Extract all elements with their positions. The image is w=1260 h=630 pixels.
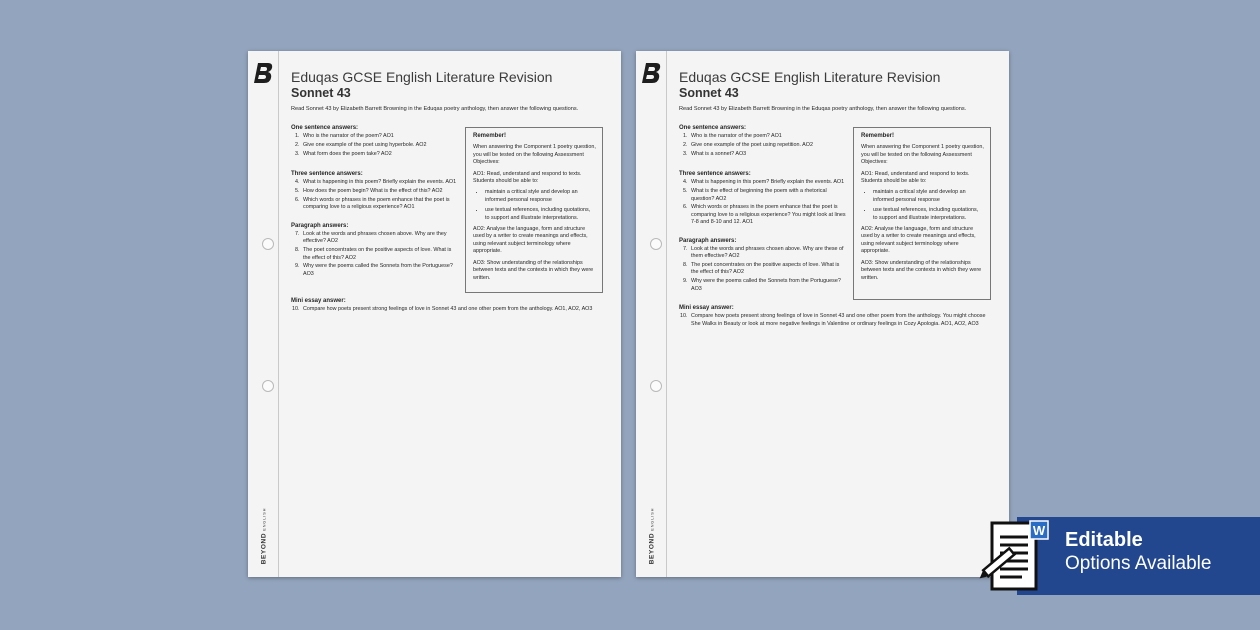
question: 7. Look at the words and phrases chosen above. Why are they effective? AO2 <box>301 231 459 246</box>
badge-title: Editable <box>1065 529 1143 551</box>
question: 2. Give one example of the poet using repetition. AO2 <box>689 142 847 149</box>
punch-hole <box>650 380 662 392</box>
brand-vertical: BEYONDENGLISH <box>260 507 268 564</box>
section-heading: One sentence answers: <box>679 125 747 131</box>
worksheet-subtitle: Sonnet 43 <box>291 86 351 100</box>
section-heading: Paragraph answers: <box>679 237 737 244</box>
section-heading: Three sentence answers: <box>291 171 363 178</box>
question: 5. What is the effect of beginning the poem with a rhetorical question? AO2 <box>689 188 847 203</box>
remember-text: When answering the Component 1 poetry question, you will be tested on the following Assessment Objectives: <box>473 144 596 166</box>
word-document-icon <box>978 519 1056 595</box>
question: 8. The poet concentrates on the positive aspects of love. What is the effect of this? AO2 <box>301 247 459 262</box>
question: 7. Look at the words and phrases chosen above. Why are these of them effective? AO2 <box>689 246 847 261</box>
question: 10. Compare how poets present strong feelings of love in Sonnet 43 and one other poem from the anthology. You might choose She Walks in Beauty or look at more negative feelings in Valentine or ordinary feelings in Cozy Apologia. AO1, AO2, AO3 <box>689 313 995 328</box>
question: 10. Compare how poets present strong feelings of love in Sonnet 43 and one other poem from the anthology. AO1, AO2, AO3 <box>301 306 607 313</box>
question: 6. Which words or phrases in the poem enhance that the poet is comparing love to a religious experience? AO1 <box>301 197 459 212</box>
beyond-logo-icon <box>253 61 275 85</box>
section-heading: Mini essay answer: <box>679 305 734 312</box>
worksheet-intro: Read Sonnet 43 by Elizabeth Barrett Browning in the Eduqas poetry anthology, then answer the following questions. <box>679 106 967 112</box>
question: 2. Give one example of the poet using hyperbole. AO2 <box>301 142 459 149</box>
section-heading: One sentence answers: <box>291 125 359 131</box>
section-heading: Three sentence answers: <box>679 171 751 178</box>
worksheet-title: Eduqas GCSE English Literature Revision <box>291 69 553 85</box>
question: 3. What is a sonnet? AO3 <box>689 151 847 158</box>
remember-bullet: • use textual references, including quotations, to support and illustrate interpretations. <box>873 207 984 222</box>
worksheet-subtitle: Sonnet 43 <box>679 86 739 100</box>
margin-line <box>278 51 279 577</box>
beyond-logo-icon <box>641 61 663 85</box>
remember-text: AO1: Read, understand and respond to texts. Students should be able to: <box>473 170 582 185</box>
punch-hole <box>650 238 662 250</box>
question: 8. The poet concentrates on the positive aspects of love. What is the effect of this? AO2 <box>689 262 847 277</box>
remember-text: AO2: Analyse the language, form and structure used by a writer to create meanings and effects, using relevant subject terminology where appropriate. <box>473 226 588 255</box>
remember-bullet: • maintain a critical style and develop an informed personal response <box>873 189 984 204</box>
remember-text: When answering the Component 1 poetry question, you will be tested on the following Assessment Objectives: <box>861 144 984 166</box>
remember-bullet: • maintain a critical style and develop an informed personal response <box>485 189 596 204</box>
remember-box <box>465 127 603 293</box>
brand-vertical: BEYONDENGLISH <box>648 507 656 564</box>
question: 6. Which words or phrases in the poem enhance that the poet is comparing love to a religious experience? You might look at lines 7-8 and 8-10 and 12. AO1 <box>689 204 847 226</box>
worksheet-preview-2 <box>636 51 1009 577</box>
worksheet-title: Eduqas GCSE English Literature Revision <box>679 69 941 85</box>
section-heading: Paragraph answers: <box>291 222 349 229</box>
question: 1. Who is the narrator of the poem? AO1 <box>689 133 847 140</box>
question: 9. Why were the poems called the Sonnets from the Portuguese? AO3 <box>301 263 459 278</box>
remember-bullet: • use textual references, including quotations, to support and illustrate interpretations. <box>485 207 596 222</box>
svg-text:W: W <box>1032 523 1046 538</box>
question: 1. Who is the narrator of the poem? AO1 <box>301 133 459 140</box>
remember-title: Remember! <box>861 133 895 139</box>
margin-line <box>666 51 667 577</box>
question: 5. How does the poem begin? What is the effect of this? AO2 <box>301 188 459 195</box>
remember-text: AO2: Analyse the language, form and structure used by a writer to create meanings and effects, using relevant subject terminology where appropriate. <box>861 226 976 255</box>
remember-text: AO3: Show understanding of the relationships between texts and the contexts in which they were written. <box>473 259 594 281</box>
remember-box <box>853 127 991 300</box>
question: 4. What is happening in this poem? Briefly explain the events. AO1 <box>301 179 459 186</box>
worksheet-preview-1 <box>248 51 621 577</box>
badge-subtitle: Options Available <box>1065 553 1212 574</box>
worksheet-intro: Read Sonnet 43 by Elizabeth Barrett Browning in the Eduqas poetry anthology, then answer the following questions. <box>291 106 579 112</box>
question: 9. Why were the poems called the Sonnets from the Portuguese? AO3 <box>689 278 847 293</box>
punch-hole <box>262 238 274 250</box>
question: 3. What form does the poem take? AO2 <box>301 151 459 158</box>
remember-text: AO3: Show understanding of the relationships between texts and the contexts in which they were written. <box>861 259 982 281</box>
section-heading: Mini essay answer: <box>291 297 346 304</box>
remember-text: AO1: Read, understand and respond to texts. Students should be able to: <box>861 170 970 185</box>
punch-hole <box>262 380 274 392</box>
question: 4. What is happening in this poem? Briefly explain the events. AO1 <box>689 179 847 186</box>
remember-title: Remember! <box>473 133 507 139</box>
